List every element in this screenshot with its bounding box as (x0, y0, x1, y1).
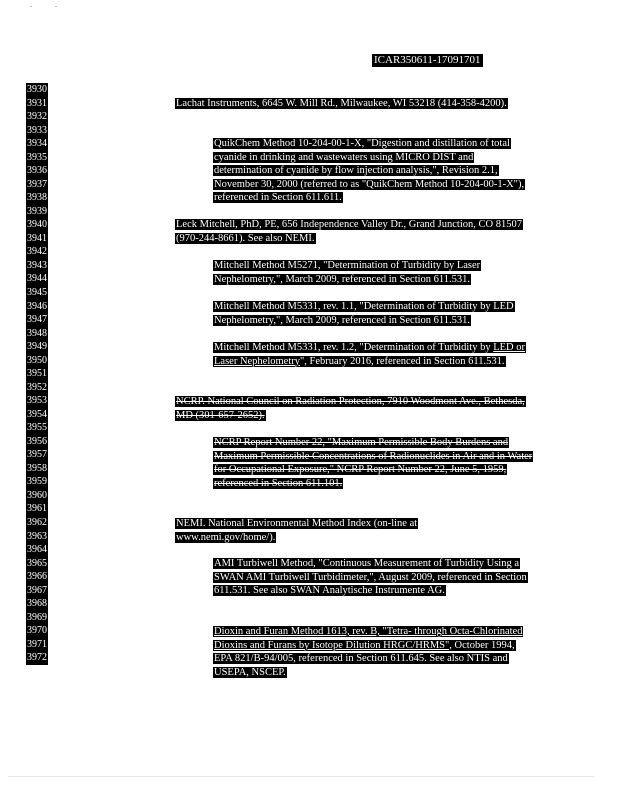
line-number: 3969 (27, 611, 47, 623)
line-number: 3963 (27, 530, 47, 542)
line-number: 3957 (27, 449, 47, 461)
line-number: 3958 (27, 462, 47, 474)
line-number: 3950 (27, 354, 47, 366)
entry-ami-text: AMI Turbiwell Method, "Continuous Measurement of Turbidity Using a SWAN AMI Turbiwell Turbidimeter,", August 2009, referenced in Section 611.531. See also SWAN Analytische Instrumente AG. (214, 558, 527, 597)
line-number: 3942 (27, 246, 47, 258)
line-number: 3960 (27, 489, 47, 501)
line-number: 3945 (27, 286, 47, 298)
line-number: 3931 (27, 97, 47, 109)
entry-ncrp22-text: NCRP Report Number 22, "Maximum Permissible Body Burdens and Maximum Permissible Concentrations of Radionuclides in Air and in Water for Occupational Exposure," NCRP Report Number 22, June 5, 1959, referenced in Section 611.101. (214, 437, 533, 489)
line-number: 3948 (27, 327, 47, 339)
document-id: ICAR350611-17091701 (374, 54, 481, 66)
line-number: 3949 (27, 341, 47, 353)
line-number: 3965 (27, 557, 47, 569)
line-number: 3951 (27, 368, 47, 380)
line-number: 3971 (27, 638, 47, 650)
line-number: 3940 (27, 219, 47, 231)
line-number: 3946 (27, 300, 47, 312)
line-number: 3944 (27, 273, 47, 285)
entry-dioxin-method-1613 (213, 625, 533, 679)
entry-m5331-text: Mitchell Method M5331, rev. 1.1, "Determination of Turbidity by LED Nephelometry,", March 2009, referenced in Section 611.531. (214, 301, 514, 326)
line-number: 3959 (27, 476, 47, 488)
entry-dioxin-text: Dioxin and Furan Method 1613, rev. B, "Tetra- through Octa-Chlorinated Dioxins and Furans by Isotope Dilution HRGC/HRMS", October 1994, EPA 821/B-94/005, referenced in Section 611.645. See also NTIS and USEPA, NSCEP. (214, 626, 523, 678)
line-number: 3970 (27, 625, 47, 637)
line-number: 3947 (27, 314, 47, 326)
entry-mitchell-m5271 (213, 259, 533, 286)
entry-lachat-text: Lachat Instruments, 6645 W. Mill Rd., Milwaukee, WI 53218 (414-358-4200). (176, 98, 507, 109)
line-number: 3934 (27, 138, 47, 150)
line-number: 3961 (27, 503, 47, 515)
line-number: 3954 (27, 408, 47, 420)
entry-nemi-text: NEMI. National Environmental Method Index (on-line at www.nemi.gov/home/). (176, 518, 418, 543)
line-number: 3936 (27, 165, 47, 177)
line-number: 3968 (27, 598, 47, 610)
entry-quikchem (213, 137, 533, 205)
line-number: 3966 (27, 571, 47, 583)
entry-m5271-text: Mitchell Method M5271, "Determination of Turbidity by Laser Nephelometry,", March 2009, referenced in Section 611.531. (214, 260, 481, 285)
line-number: 3933 (27, 124, 47, 136)
line-number: 3935 (27, 151, 47, 163)
entry-mitchell-m5331-rev12 (213, 341, 533, 368)
entry-mitchell-m5331 (213, 300, 533, 327)
line-number-column (26, 83, 48, 665)
entry-ncrp-report-22 (213, 436, 533, 490)
entry-leck-mitchell (175, 218, 527, 245)
entry-nemi (175, 517, 465, 544)
method-title-link[interactable]: LED or Laser Nephelometry (214, 342, 526, 367)
line-number: 3937 (27, 178, 47, 190)
scan-speck (55, 6, 57, 7)
scan-speck (30, 6, 32, 7)
entry-ami-turbiwell (213, 557, 533, 598)
line-number: 3962 (27, 517, 47, 528)
line-number: 3967 (27, 584, 47, 596)
line-number: 3956 (27, 435, 47, 447)
line-number: 3938 (27, 192, 47, 204)
line-number: 3953 (27, 395, 47, 407)
line-number: 3943 (27, 259, 47, 271)
dioxin-method-link[interactable]: Dioxin and Furan Method 1613, rev. B, "Tetra- through Octa-Chlorinated Dioxins and Furans by Isotope Dilution HRGC/HRMS", (214, 626, 523, 651)
line-number: 3941 (27, 232, 47, 244)
entry-m5331-rev12-text: Mitchell Method M5331, rev. 1.2, "Determination of Turbidity by LED or Laser Nephelometry", February 2016, referenced in Section 611.531. (214, 342, 526, 367)
entry-lachat (175, 97, 527, 111)
page-bottom-rule (8, 776, 594, 777)
entry-leck-mitchell-text: Leck Mitchell, PhD, PE, 656 Independence Valley Dr., Grand Junction, CO 81507 (970-244-8661). See also NEMI. (176, 219, 522, 244)
entry-ncrp (175, 395, 527, 422)
entry-quikchem-text: QuikChem Method 10-204-00-1-X, "Digestion and distillation of total cyanide in drinking and wastewaters using MICRO DIST and determination of cyanide by flow injection analysis,", Revision 2.1, November 30, 2000 (referred to as "QuikChem Method 10-204-00-1-X"), referenced in Section 611.611. (214, 138, 525, 204)
line-number: 3939 (27, 205, 47, 217)
line-number: 3972 (27, 652, 47, 664)
line-number: 3932 (27, 111, 47, 123)
entry-ncrp-text: NCRP. National Council on Radiation Protection, 7910 Woodmont Ave., Bethesda, MD (301-657-2652). (176, 396, 525, 421)
line-number: 3964 (27, 544, 47, 556)
line-number: 3930 (27, 84, 47, 95)
line-number: 3955 (27, 422, 47, 434)
line-number: 3952 (27, 381, 47, 393)
